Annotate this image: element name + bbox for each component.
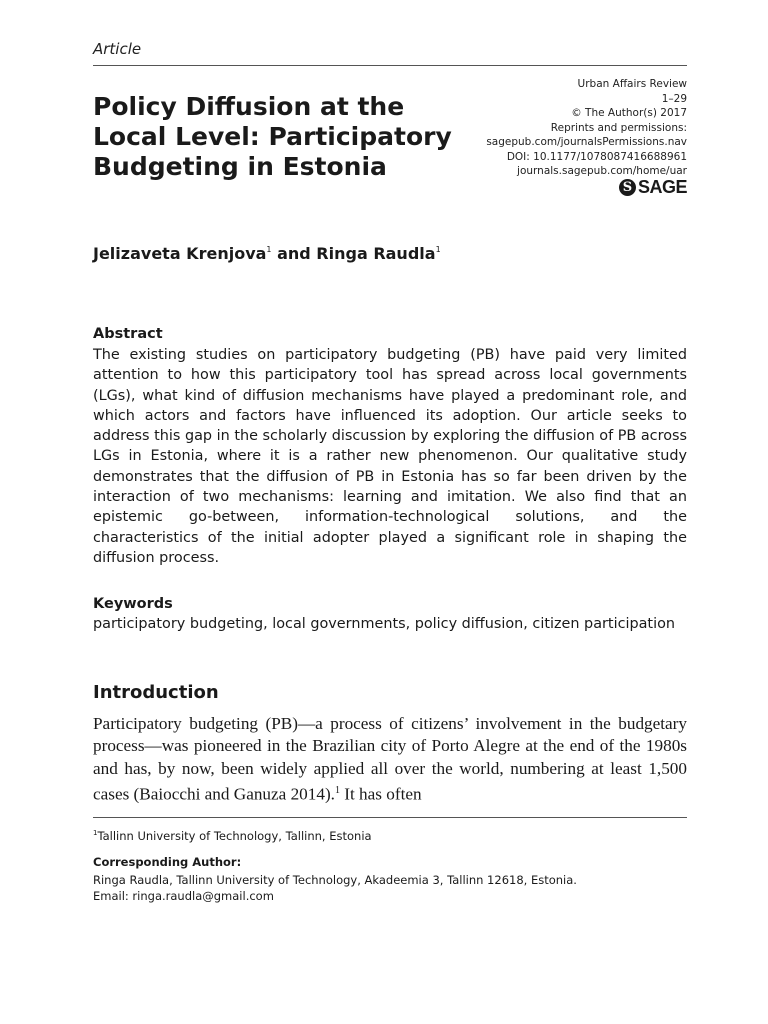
sage-logo-icon: S xyxy=(619,179,636,196)
title-line: Local Level: Participatory xyxy=(93,122,452,151)
reprints-label: Reprints and permissions: xyxy=(550,121,687,134)
introduction-heading: Introduction xyxy=(93,682,219,703)
journal-home-link[interactable]: journals.sagepub.com/home/uar xyxy=(517,165,687,177)
keywords-heading: Keywords xyxy=(93,596,173,612)
doi-text[interactable]: DOI: 10.1177/1078087416688961 xyxy=(506,150,687,163)
header-divider xyxy=(93,65,687,66)
corresponding-author-heading: Corresponding Author: xyxy=(93,855,242,869)
article-title xyxy=(93,92,483,182)
journal-name: Urban Affairs Review xyxy=(577,78,687,90)
affiliation-marker: 1 xyxy=(435,245,441,254)
journal-meta-block xyxy=(486,77,687,179)
affiliation-marker: 1 xyxy=(93,829,98,838)
footnote-divider xyxy=(93,817,687,818)
corresponding-author-address: Ringa Raudla, Tallinn University of Technology, Akadeemia 3, Tallinn 12618, Estonia. xyxy=(93,873,577,887)
affiliation-footnote xyxy=(93,829,372,843)
page-range: 1–29 xyxy=(661,92,687,105)
article-type-label: Article xyxy=(93,40,142,58)
copyright-notice: © The Author(s) 2017 xyxy=(571,107,687,119)
sage-logo xyxy=(619,177,687,197)
corresponding-author-email[interactable]: Email: ringa.raudla@gmail.com xyxy=(93,889,274,903)
author-joiner: and xyxy=(271,244,317,263)
footnote-reference[interactable]: 1 xyxy=(334,784,340,796)
author-list xyxy=(93,244,441,263)
abstract-text: The existing studies on participatory budgeting (PB) have paid very limited attention to how this participatory tool has spread across local governments (LGs), what kind of diffusion mechanisms have played a predominant role, and which actors and factors have influenced its adoption. Our article seeks to address this gap in the scholarly discussion by exploring the diffusion of PB across LGs in Estonia, where it is a rather new phenomenon. Our qualitative study demonstrates that the diffusion of PB in Estonia has so far been driven by the interaction of two mechanisms: learning and imitation. We also find that an epistemic go-between, information-technological solutions, and the characteristics of the initial adopter played a significant role in shaping the diffusion process. xyxy=(93,347,687,566)
title-line: Budgeting in Estonia xyxy=(93,152,387,181)
introduction-text-part: It has often xyxy=(339,784,422,804)
affiliation-marker: 1 xyxy=(266,245,272,254)
author-name: Jelizaveta Krenjova xyxy=(93,244,267,263)
author-name: Ringa Raudla xyxy=(316,244,436,263)
reprints-link[interactable]: sagepub.com/journalsPermissions.nav xyxy=(486,136,687,148)
sage-logo-text: SAGE xyxy=(637,176,687,197)
title-line: Policy Diffusion at the xyxy=(93,92,405,121)
introduction-text xyxy=(93,713,687,806)
affiliation-text: Tallinn University of Technology, Tallinn, Estonia xyxy=(97,829,372,843)
keywords-text: participatory budgeting, local governments, policy diffusion, citizen participation xyxy=(93,616,675,632)
abstract-heading: Abstract xyxy=(93,326,163,342)
introduction-text-part: Participatory budgeting (PB)—a process of citizens’ involvement in the budgetary process—was pioneered in the Brazilian city of Porto Alegre at the end of the 1980s and has, by now, been widely applied all over the world, numbering at least 1,500 cases (Baiocchi and Ganuza 2014). xyxy=(93,714,687,804)
